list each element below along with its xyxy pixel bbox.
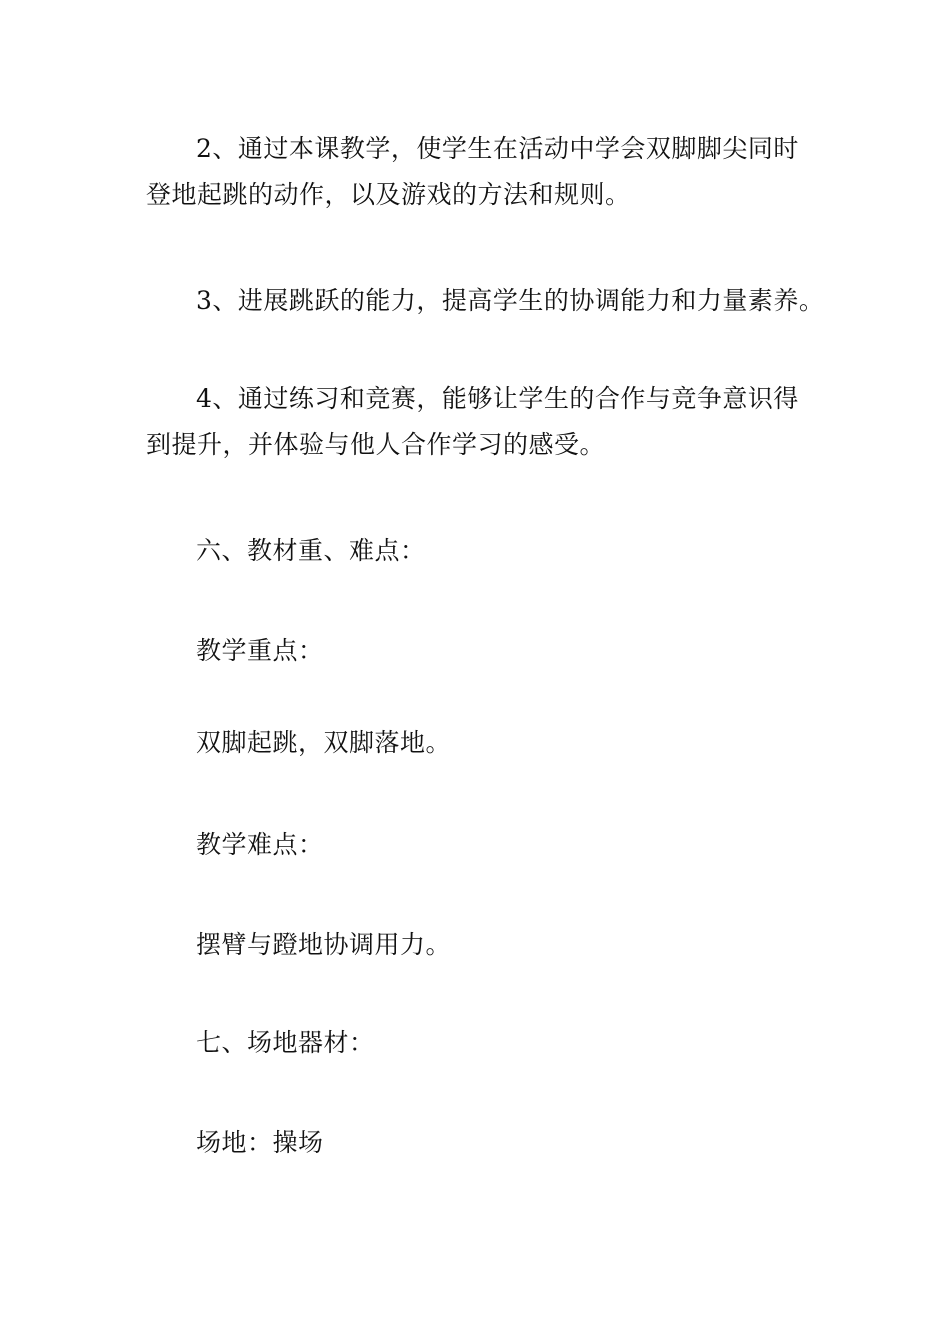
- section-heading-key-points: 六、教材重、难点：: [196, 536, 426, 565]
- label-teaching-difficulty: 教学难点：: [196, 830, 324, 859]
- text-venue: 场地：操场: [196, 1128, 324, 1157]
- paragraph-objective-3: 3、进展跳跃的能力，提高学生的协调能力和力量素养。: [196, 286, 825, 315]
- text-teaching-focus: 双脚起跳，双脚落地。: [196, 728, 452, 757]
- section-heading-venue-equipment: 七、场地器材：: [196, 1028, 375, 1057]
- label-teaching-focus: 教学重点：: [196, 636, 324, 665]
- text-teaching-difficulty: 摆臂与蹬地协调用力。: [196, 930, 452, 959]
- paragraph-objective-4: 4、通过练习和竞赛，能够让学生的合作与竞争意识得到提升，并体验与他人合作学习的感受。: [146, 384, 799, 459]
- paragraph-objective-2: 2、通过本课教学，使学生在活动中学会双脚脚尖同时登地起跳的动作，以及游戏的方法和规则。: [146, 134, 799, 209]
